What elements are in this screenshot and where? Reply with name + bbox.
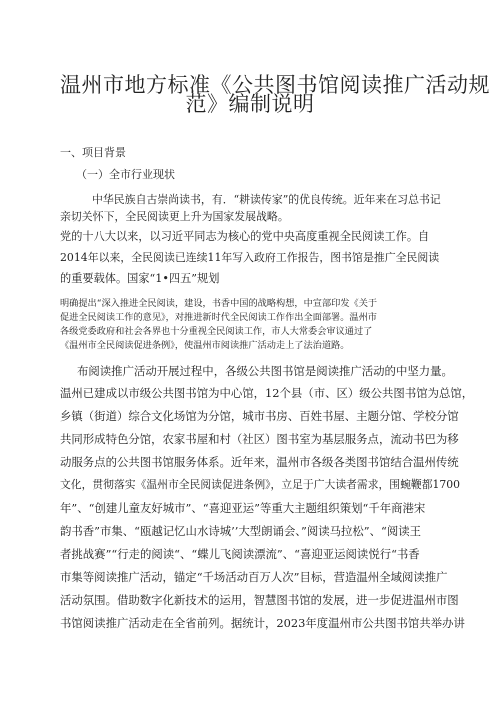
paragraph-line: 文化，贯彻落实《温州市全民阅读促进条例》，立足于广大读者需求，围蜿鞭都1700 bbox=[60, 478, 460, 491]
paragraph-line: 《温州市全民阅读促进条例》，使温州市阅读推广活动走上了法治道路。 bbox=[60, 340, 350, 351]
paragraph-line: 活动氛围。借助数字化新技术的运用，智慧图书馆的发展，进一步促进温州市图 bbox=[60, 593, 459, 607]
paragraph-line: 促进全民阅读工作的意见》，对推进新时代全民阅读工作作出全面部署。温州市 bbox=[60, 312, 377, 323]
paragraph-line: 明确提出“深入推进全民阅读，建设，书香中国的战略构想，中宣部印发《关于 bbox=[60, 298, 378, 309]
paragraph-line: 中华民族自古崇尚读书，有．“耕读传家”的优良传统。近年来在习总书记 bbox=[92, 193, 441, 206]
paragraph-line: 者挑战赛”“行走的阅读“、“蝶儿飞阅读漂流”、“喜迎亚运阅读悦行“书香 bbox=[60, 547, 420, 561]
paragraph-line: 温州已建成以市级公共图书馆为中心馆，12个县（市、区）级公共图书馆为总馆， bbox=[60, 386, 474, 400]
paragraph-line: 动服务点的公共图书馆服务体系。近年来，温州市各级各类图书馆结合温州传统 bbox=[60, 455, 459, 469]
paragraph-line: 2014年以来，全民阅读已连续11年写入政府工作报告，图书馆是推广全民阅读 bbox=[60, 251, 440, 264]
paragraph-line: 韵书香”市集、“瓯越记忆山水诗城’’大型朗诵会、”阅读马拉松”、“阅读王 bbox=[60, 524, 421, 538]
paragraph-line: 市集等阅读推广活动，锚定“千场活动百万人次”目标，营造温州全域阅读推广 bbox=[60, 570, 448, 584]
paragraph-line: 乡镇（街道）综合文化场馆为分馆，城市书房、百姓书屋、主题分馆、学校分馆 bbox=[60, 409, 459, 423]
paragraph-line: 的重要载体。国家“1•四五”规划 bbox=[60, 272, 220, 285]
paragraph-line: 亲切关怀下，全民阅读更上升为国家发展战略。 bbox=[60, 210, 289, 223]
paragraph-line: 各级党委政府和社会各界也十分重视全民阅读工作，市人大常委会审议通过了 bbox=[60, 326, 373, 337]
paragraph-line: 党的十八大以来，以习近平同志为核心的党中央高度重视全民阅读工作。自 bbox=[60, 230, 430, 243]
paragraph-line: 书馆阅读推广活动走在全省前列。据统计，2023年度温州市公共图书馆共举办讲 bbox=[60, 616, 465, 630]
subsection-heading: （一）全市行业现状 bbox=[76, 168, 175, 181]
document-title-line-2: 范》编制说明 bbox=[185, 92, 315, 116]
section-heading: 一、项目背景 bbox=[60, 146, 126, 159]
paragraph-line: 共同形成特色分馆，农家书屋和村（社区）图书室为基层服务点，流动书巴为移 bbox=[60, 432, 459, 446]
paragraph-line: 年”、“创建儿童友好城市”、“喜迎亚运”等重大主题组织策划“千年商港宋 bbox=[60, 501, 426, 515]
paragraph-line: 布阅读推广活动开展过程中，各级公共图书馆是阅读推广活动的中坚力量。 bbox=[77, 364, 453, 378]
document-title-line-1: 温州市地方标准《公共图书馆阅读推广活动规 bbox=[60, 73, 490, 97]
